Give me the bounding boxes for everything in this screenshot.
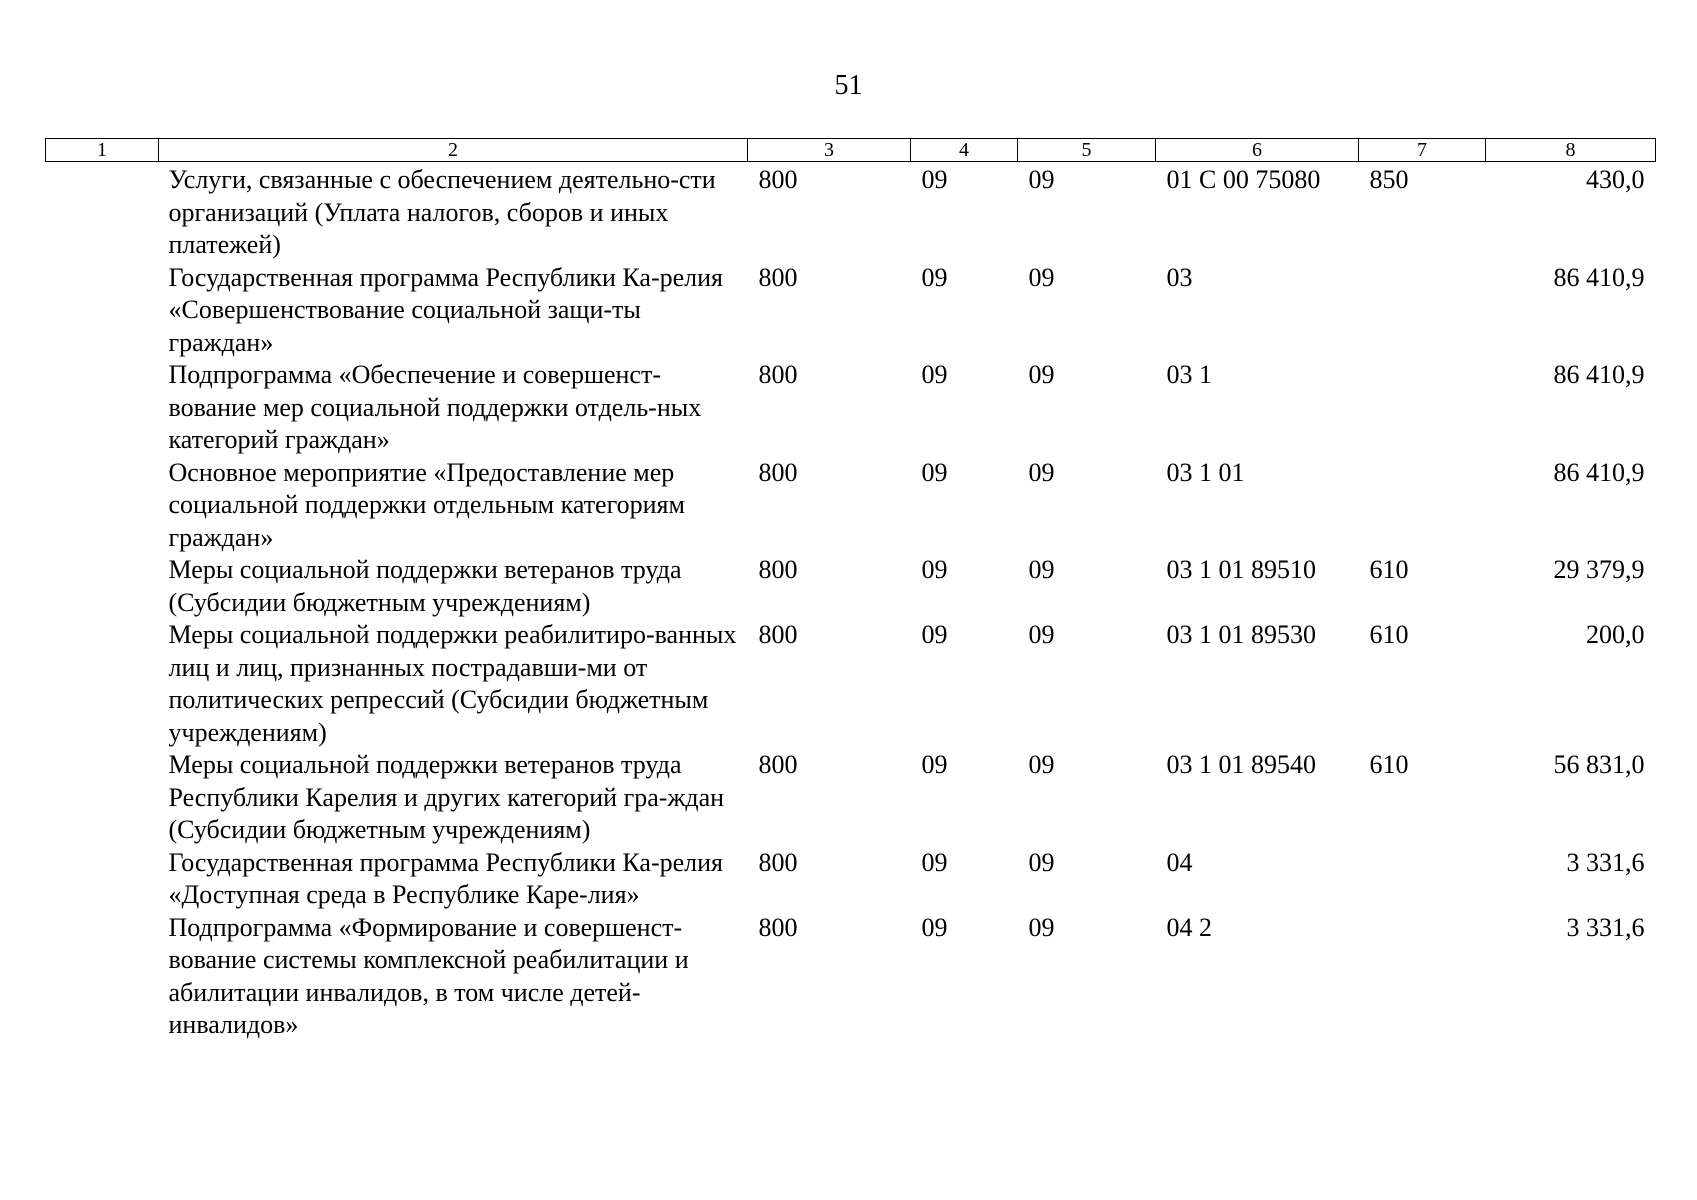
row-expense-type xyxy=(1359,457,1486,555)
row-description: Подпрограмма «Формирование и совершенст-вование системы комплексной реабилитации и абилитации инвалидов, в том числе детей-инвалидов» xyxy=(168,912,689,1039)
table-row xyxy=(46,162,1656,262)
header-row xyxy=(46,139,1656,162)
row-ministry-code: 800 xyxy=(758,262,798,292)
row-subsection-code: 09 xyxy=(1028,750,1055,779)
row-section-code: 09 xyxy=(921,360,948,389)
row-description: Подпрограмма «Обеспечение и совершенст-вование мер социальной поддержки отдель-ных категорий граждан» xyxy=(168,360,702,454)
row-index-cell xyxy=(46,847,159,912)
row-index-cell xyxy=(46,749,159,847)
row-subsection-code: 09 xyxy=(1028,555,1055,584)
row-expense-type: 610 xyxy=(1369,620,1409,649)
row-section-code: 09 xyxy=(921,165,948,194)
table-header xyxy=(46,139,1656,162)
row-ministry-code: 800 xyxy=(758,555,798,584)
row-amount: 430,0 xyxy=(1586,165,1645,194)
row-ministry-code: 800 xyxy=(758,457,798,487)
row-expense-type xyxy=(1359,359,1486,457)
row-description: Основное мероприятие «Предоставление мер социальной поддержки отдельным категориям граждан» xyxy=(168,457,685,552)
table-row xyxy=(46,619,1656,749)
row-expense-type: 610 xyxy=(1369,750,1409,779)
row-subsection-code: 09 xyxy=(1028,457,1055,487)
row-target-article: 01 С 00 75080 xyxy=(1166,165,1321,194)
table-row xyxy=(46,749,1656,847)
header-col-2: 2 xyxy=(159,139,748,162)
row-description: Государственная программа Республики Ка-релия «Совершенствование социальной защи-ты граждан» xyxy=(168,262,724,357)
row-expense-type xyxy=(1359,912,1486,1042)
row-index-cell xyxy=(46,162,159,262)
page-number: 51 xyxy=(834,70,863,101)
row-subsection-code: 09 xyxy=(1028,262,1055,292)
row-amount: 86 410,9 xyxy=(1553,457,1645,487)
row-section-code: 09 xyxy=(921,912,948,942)
row-section-code: 09 xyxy=(921,750,948,779)
row-subsection-code: 09 xyxy=(1028,847,1055,877)
row-section-code: 09 xyxy=(921,457,948,487)
row-description: Услуги, связанные с обеспечением деятельно-сти организаций (Уплата налогов, сборов и иных платежей) xyxy=(168,165,716,259)
row-description: Государственная программа Республики Ка-релия «Доступная среда в Республике Каре-лия» xyxy=(168,847,724,909)
table-row xyxy=(46,359,1656,457)
row-section-code: 09 xyxy=(921,555,948,584)
table-row xyxy=(46,847,1656,912)
row-ministry-code: 800 xyxy=(758,847,798,877)
row-expense-type: 850 xyxy=(1369,165,1409,194)
row-expense-type xyxy=(1359,262,1486,360)
row-index-cell xyxy=(46,912,159,1042)
header-col-5: 5 xyxy=(1018,139,1156,162)
table-row xyxy=(46,554,1656,619)
row-target-article: 03 xyxy=(1166,262,1193,292)
header-col-4: 4 xyxy=(911,139,1018,162)
row-amount: 86 410,9 xyxy=(1553,360,1645,389)
row-subsection-code: 09 xyxy=(1028,360,1055,389)
row-section-code: 09 xyxy=(921,262,948,292)
row-expense-type xyxy=(1359,847,1486,912)
row-ministry-code: 800 xyxy=(758,750,798,779)
row-target-article: 03 1 01 89540 xyxy=(1166,750,1316,779)
row-amount: 56 831,0 xyxy=(1553,750,1645,779)
table-row xyxy=(46,912,1656,1042)
row-index-cell xyxy=(46,554,159,619)
row-description: Меры социальной поддержки ветеранов труда (Субсидии бюджетным учреждениям) xyxy=(168,555,682,617)
row-amount: 3 331,6 xyxy=(1566,847,1645,877)
row-description: Меры социальной поддержки реабилитиро-ванных лиц и лиц, признанных пострадавши-ми от политических репрессий (Субсидии бюджетным учреждениям) xyxy=(168,620,737,747)
header-col-6: 6 xyxy=(1156,139,1359,162)
header-col-7: 7 xyxy=(1359,139,1486,162)
budget-table xyxy=(45,138,1656,1042)
row-ministry-code: 800 xyxy=(758,912,798,942)
row-description: Меры социальной поддержки ветеранов труда Республики Карелия и других категорий гра-ждан (Субсидии бюджетным учреждениям) xyxy=(168,750,725,844)
table-body xyxy=(46,162,1656,1042)
header-col-8: 8 xyxy=(1486,139,1656,162)
row-target-article: 03 1 01 xyxy=(1166,457,1245,487)
row-index-cell xyxy=(46,457,159,555)
row-index-cell xyxy=(46,359,159,457)
row-subsection-code: 09 xyxy=(1028,620,1055,649)
row-ministry-code: 800 xyxy=(758,360,798,389)
row-target-article: 04 xyxy=(1166,847,1193,877)
row-subsection-code: 09 xyxy=(1028,912,1055,942)
row-ministry-code: 800 xyxy=(758,165,798,194)
row-amount: 29 379,9 xyxy=(1553,555,1645,584)
table-row xyxy=(46,457,1656,555)
row-section-code: 09 xyxy=(921,847,948,877)
row-amount: 3 331,6 xyxy=(1566,912,1645,942)
row-target-article: 03 1 xyxy=(1166,360,1212,389)
row-index-cell xyxy=(46,262,159,360)
header-col-3: 3 xyxy=(748,139,911,162)
row-section-code: 09 xyxy=(921,620,948,649)
table-row xyxy=(46,262,1656,360)
header-col-1: 1 xyxy=(46,139,159,162)
row-target-article: 03 1 01 89510 xyxy=(1166,555,1316,584)
row-index-cell xyxy=(46,619,159,749)
row-expense-type: 610 xyxy=(1369,555,1409,584)
row-ministry-code: 800 xyxy=(758,620,798,649)
row-subsection-code: 09 xyxy=(1028,165,1055,194)
row-target-article: 03 1 01 89530 xyxy=(1166,620,1316,649)
row-amount: 86 410,9 xyxy=(1553,262,1645,292)
row-amount: 200,0 xyxy=(1586,620,1645,649)
row-target-article: 04 2 xyxy=(1166,912,1212,942)
